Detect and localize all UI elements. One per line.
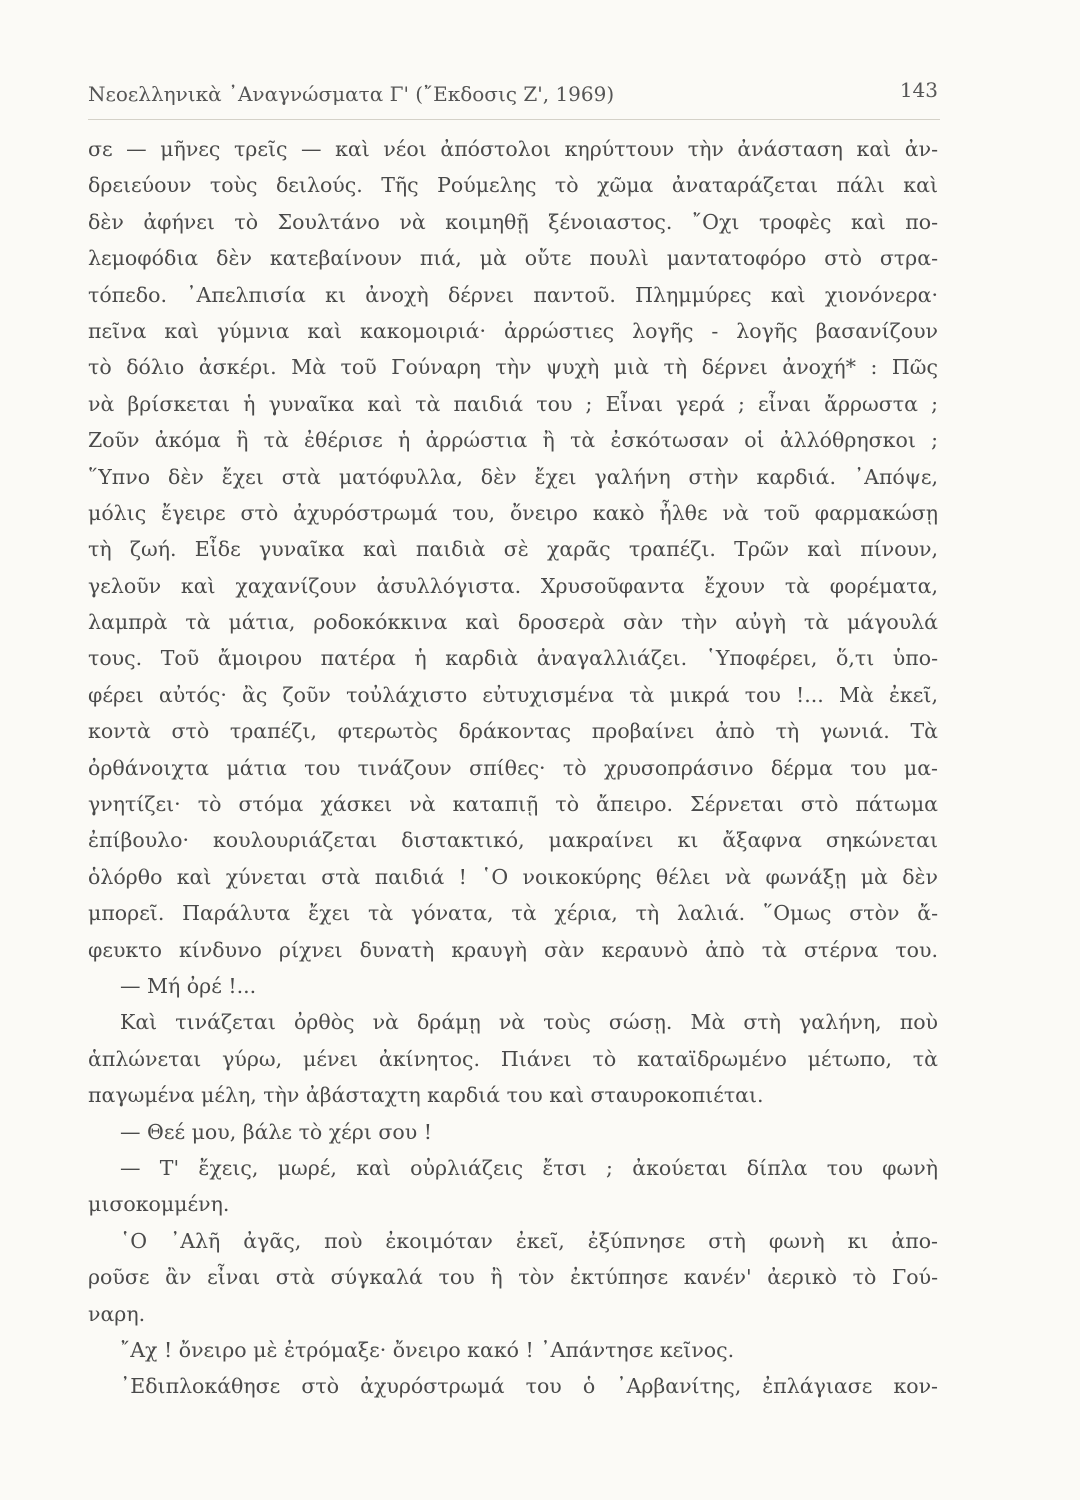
text-line: πεῖνα καὶ γύμνια καὶ κακομοιριά· ἀρρώστιες λογῆς - λογῆς βασανίζουν bbox=[88, 318, 938, 343]
dialogue-line: ῎Αχ ! ὄνειρο μὲ ἐτρόμαξε· ὄνειρο κακό ! ᾿Απάντησε κεῖνος. bbox=[120, 1337, 735, 1362]
text-line: μπορεῖ. Παράλυτα ἔχει τὰ γόνατα, τὰ χέρια, τὴ λαλιά. ῞Ομως στὸν ἄ- bbox=[88, 901, 938, 926]
dialogue-line: — Θεέ μου, βάλε τὸ χέρι σου ! bbox=[120, 1119, 432, 1144]
text-line: φευκτο κίνδυνο ρίχνει δυνατὴ κραυγὴ σὰν κεραυνὸ ἀπὸ τὰ στέρνα του. bbox=[88, 937, 938, 962]
header-rule bbox=[88, 119, 940, 120]
text-line: παγωμένα μέλη, τὴν ἀβάσταχτη καρδιά του καὶ σταυροκοπιέται. bbox=[88, 1083, 764, 1108]
text-line: δὲν ἀφήνει τὸ Σουλτάνο νὰ κοιμηθῇ ξένοιαστος. ῎Οχι τροφὲς καὶ πο- bbox=[88, 209, 938, 234]
dialogue-line: — Μή ὀρέ !... bbox=[120, 973, 257, 998]
text-line: τόπεδο. ᾿Απελπισία κι ἀνοχὴ δέρνει παντοῦ. Πλημμύρες καὶ χιονόνερα· bbox=[88, 282, 938, 307]
text-line: τὸ δόλιο ἀσκέρι. Μὰ τοῦ Γούναρη τὴν ψυχὴ μιὰ τὴ δέρνει ἀνοχή* : Πῶς bbox=[88, 355, 938, 380]
text-line: φέρει αὐτός· ἂς ζοῦν τοὐλάχιστο εὐτυχισμένα τὰ μικρά του !... Μὰ ἐκεῖ, bbox=[88, 682, 938, 707]
text-line: γελοῦν καὶ χαχανίζουν ἀσυλλόγιστα. Χρυσοῦφαντα ἔχουν τὰ φορέματα, bbox=[88, 573, 938, 598]
text-line: λεμοφόδια δὲν κατεβαίνουν πιά, μὰ οὔτε πουλὶ μαντατοφόρο στὸ στρα- bbox=[88, 246, 938, 271]
text-line: ἐπίβουλο· κουλουριάζεται διστακτικό, μακραίνει κι ἄξαφνα σηκώνεται bbox=[88, 828, 938, 853]
text-line: ροῦσε ἂν εἶναι στὰ σύγκαλά του ἢ τὸν ἐκτύπησε κανέν' ἀερικὸ τὸ Γού- bbox=[88, 1265, 938, 1290]
text-line: γνητίζει· τὸ στόμα χάσκει νὰ καταπιῇ τὸ ἄπειρο. Σέρνεται στὸ πάτωμα bbox=[88, 792, 938, 817]
text-line: ἁπλώνεται γύρω, μένει ἀκίνητος. Πιάνει τὸ καταϊδρωμένο μέτωπο, τὰ bbox=[88, 1046, 938, 1071]
page-header bbox=[88, 78, 938, 112]
text-line: ναρη. bbox=[88, 1301, 146, 1326]
text-line: νὰ βρίσκεται ἡ γυναῖκα καὶ τὰ παιδιά του ; Εἶναι γερά ; εἶναι ἄρρωστα ; bbox=[88, 391, 938, 416]
text-line: ῞Υπνο δὲν ἔχει στὰ ματόφυλλα, δὲν ἔχει γαλήνη στὴν καρδιά. ᾿Απόψε, bbox=[88, 464, 938, 489]
running-head: Νεοελληνικὰ ᾿Αναγνώσματα Γ' (῎Εκδοσις Ζ', 1969) bbox=[88, 82, 615, 106]
text-line: Καὶ τινάζεται ὀρθὸς νὰ δράμῃ νὰ τοὺς σώσῃ. Μὰ στὴ γαλήνη, ποὺ bbox=[120, 1010, 938, 1035]
text-line: δρειεύουν τοὺς δειλούς. Τῆς Ρούμελης τὸ χῶμα ἀναταράζεται πάλι καὶ bbox=[88, 173, 938, 198]
body-text bbox=[88, 131, 938, 1405]
text-line: τὴ ζωή. Εἶδε γυναῖκα καὶ παιδιὰ σὲ χαρᾶς τραπέζι. Τρῶν καὶ πίνουν, bbox=[88, 537, 938, 562]
text-line: τους. Τοῦ ἄμοιρου πατέρα ἡ καρδιὰ ἀναγαλλιάζει. ῾Υποφέρει, ὅ,τι ὑπο- bbox=[88, 646, 938, 671]
text-line: ὀρθάνοιχτα μάτια του τινάζουν σπίθες· τὸ χρυσοπράσινο δέρμα του μα- bbox=[88, 755, 938, 780]
page-number: 143 bbox=[899, 78, 938, 102]
text-line: σε — μῆνες τρεῖς — καὶ νέοι ἀπόστολοι κηρύττουν τὴν ἀνάσταση καὶ ἀν- bbox=[88, 137, 938, 161]
text-line: ῾Ο ᾿Αλῆ ἀγᾶς, ποὺ ἐκοιμόταν ἐκεῖ, ἐξύπνησε στὴ φωνὴ κι ἀπο- bbox=[120, 1228, 938, 1253]
text-line: κοντὰ στὸ τραπέζι, φτερωτὸς δράκοντας προβαίνει ἀπὸ τὴ γωνιά. Τὰ bbox=[88, 719, 938, 744]
text-line: λαμπρὰ τὰ μάτια, ροδοκόκκινα καὶ δροσερὰ σὰν τὴν αὐγὴ τὰ μάγουλά bbox=[88, 610, 938, 635]
text-line: ὁλόρθο καὶ χύνεται στὰ παιδιά ! ῾Ο νοικοκύρης θέλει νὰ φωνάξῃ μὰ δὲν bbox=[88, 864, 938, 889]
text-line: ᾿Εδιπλοκάθησε στὸ ἀχυρόστρωμά του ὁ ᾿Αρβανίτης, ἐπλάγιασε κον- bbox=[120, 1374, 938, 1399]
text-line: μόλις ἔγειρε στὸ ἀχυρόστρωμά του, ὄνειρο κακὸ ἦλθε νὰ τοῦ φαρμακώσῃ bbox=[88, 500, 938, 525]
text-line: μισοκομμένη. bbox=[88, 1192, 230, 1217]
dialogue-line: — Τ' ἔχεις, μωρέ, καὶ οὐρλιάζεις ἔτσι ; ἀκούεται δίπλα του φωνὴ bbox=[120, 1155, 938, 1180]
text-line: Ζοῦν ἀκόμα ἢ τὰ ἐθέρισε ἡ ἀρρώστια ἢ τὰ ἐσκότωσαν οἱ ἀλλόθρησκοι ; bbox=[88, 428, 938, 453]
